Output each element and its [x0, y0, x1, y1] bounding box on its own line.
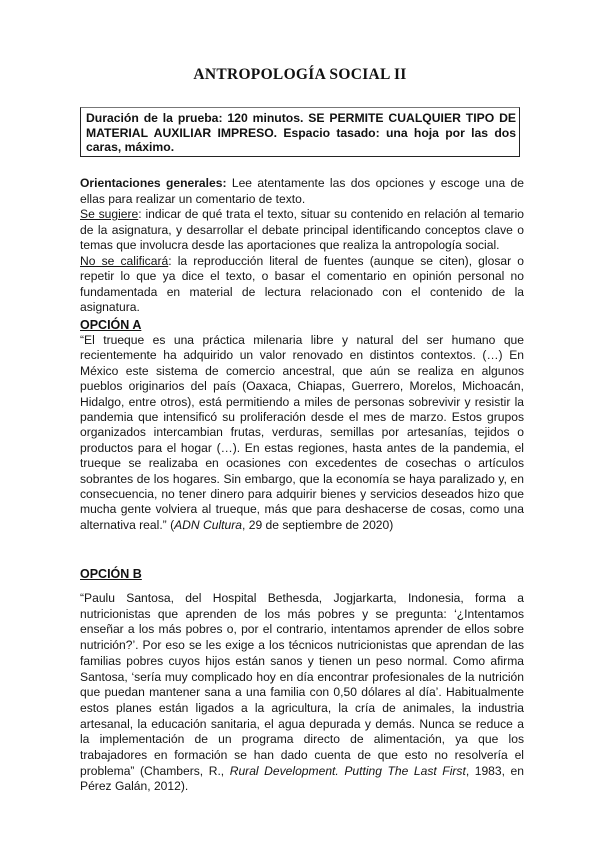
option-a-text	[80, 333, 524, 533]
page-title: ANTROPOLOGÍA SOCIAL II	[193, 66, 407, 83]
option-a-quote: “El trueque es una práctica milenaria libre y natural del ser humano que recientemente ha adquirido un valor renovado en distintos contextos. (…) En México este sistema de comercio ancestral, que aún se realiza en algunos pueblos originarios del país (Oaxaca, Chiapas, Guerrero, Morelos, Michoacán, Hidalgo, entre otros), está permitiendo a miles de personas sobrevivir y resistir la pandemia que intensificó su proliferación desde el mes de marzo. Estos grupos organizados intercambian frutas, verduras, semillas por artesanías, tejidos o productos para el hogar (…). En estas regiones, hasta antes de la pandemia, el trueque se realizaba en ocasiones con excedentes de cosechas o artículos sobrantes de los hogares. Sin embargo, que la economía se haya paralizado y, en consecuencia, no tener dinero para adquirir bienes y servicios deseados hizo que mucha gente volviera al trueque, más que para deshacerse de cosas, como una alternativa real.”	[80, 333, 524, 532]
general-orientations	[80, 176, 524, 316]
suggest-text: : indicar de qué trata el texto, situar su contenido en relación al temario de la asignatura, y desarrollar el debate principal identificando conceptos clave o temas que involucra desde las aportaciones que realiza la antropología social.	[80, 207, 524, 252]
not-graded-text: : la reproducción literal de fuentes (aunque se citen), glosar o repetir lo que ya dice el texto, o basar el comentario en opinión personal no fundamentada en material de lectura relacionado con el contenido de la asignatura.	[80, 253, 524, 314]
option-a-source-title: ADN Cultura	[174, 517, 242, 532]
instructions-box	[80, 107, 520, 157]
option-b-text	[80, 591, 524, 795]
option-b-quote: “Paulu Santosa, del Hospital Bethesda, Jogjarkarta, Indonesia, forma a nutricionistas que aprenden de los más pobres y se pregunta: ‘¿Intentamos enseñar a los más pobres o, por el contrario, intentamos aprender de ellos sobre nutrición?’. Por eso se les exige a los técnicos nutricionistas que aprendan de las familias pobres cuyos hijos están sanos y tienen un peso normal. Como afirma Santosa, ‘sería muy complicado hoy en día encontrar profesionales de la nutrición que puedan mantener sana a una familia con 0,50 dólares al día’. Habitualmente estos planes están ligados a la agricultura, la cría de animales, la industria artesanal, la educación sanitaria, el agua depurada y demás. Nunca se reduce a la implementación de un programa directo de alimentación, ya que los trabajadores en formación se han dado cuenta de que esto no resolvería el problema”	[80, 591, 524, 778]
option-b-source-title: Rural Development. Putting The Last First	[229, 763, 466, 778]
orientations-intro-paragraph	[80, 176, 524, 207]
option-a-source-rest: , 29 de septiembre de 2020)	[242, 517, 394, 532]
option-b-heading: OPCIÓN B	[80, 567, 142, 581]
orientations-heading: Orientaciones generales:	[80, 176, 227, 190]
not-graded-paragraph	[80, 254, 524, 316]
not-graded-label: No se calificará	[80, 253, 169, 268]
orientations-intro: Lee atentamente las dos opciones y escoge una de ellas para realizar un comentario de texto.	[80, 176, 525, 206]
option-a-source-open: (	[166, 517, 175, 532]
instructions-text: Duración de la prueba: 120 minutos. SE PERMITE CUALQUIER TIPO DE MATERIAL AUXILIAR IMPRESO. Espacio tasado: una hoja por las dos caras, máximo.	[86, 111, 516, 155]
suggestion-paragraph	[80, 207, 524, 254]
option-b-source-open: (Chambers, R.,	[134, 763, 230, 778]
option-a-heading: OPCIÓN A	[80, 318, 142, 332]
suggest-label: Se sugiere	[80, 207, 139, 221]
option-b-source-rest: , 1983, en Pérez Galán, 2012).	[80, 763, 524, 794]
